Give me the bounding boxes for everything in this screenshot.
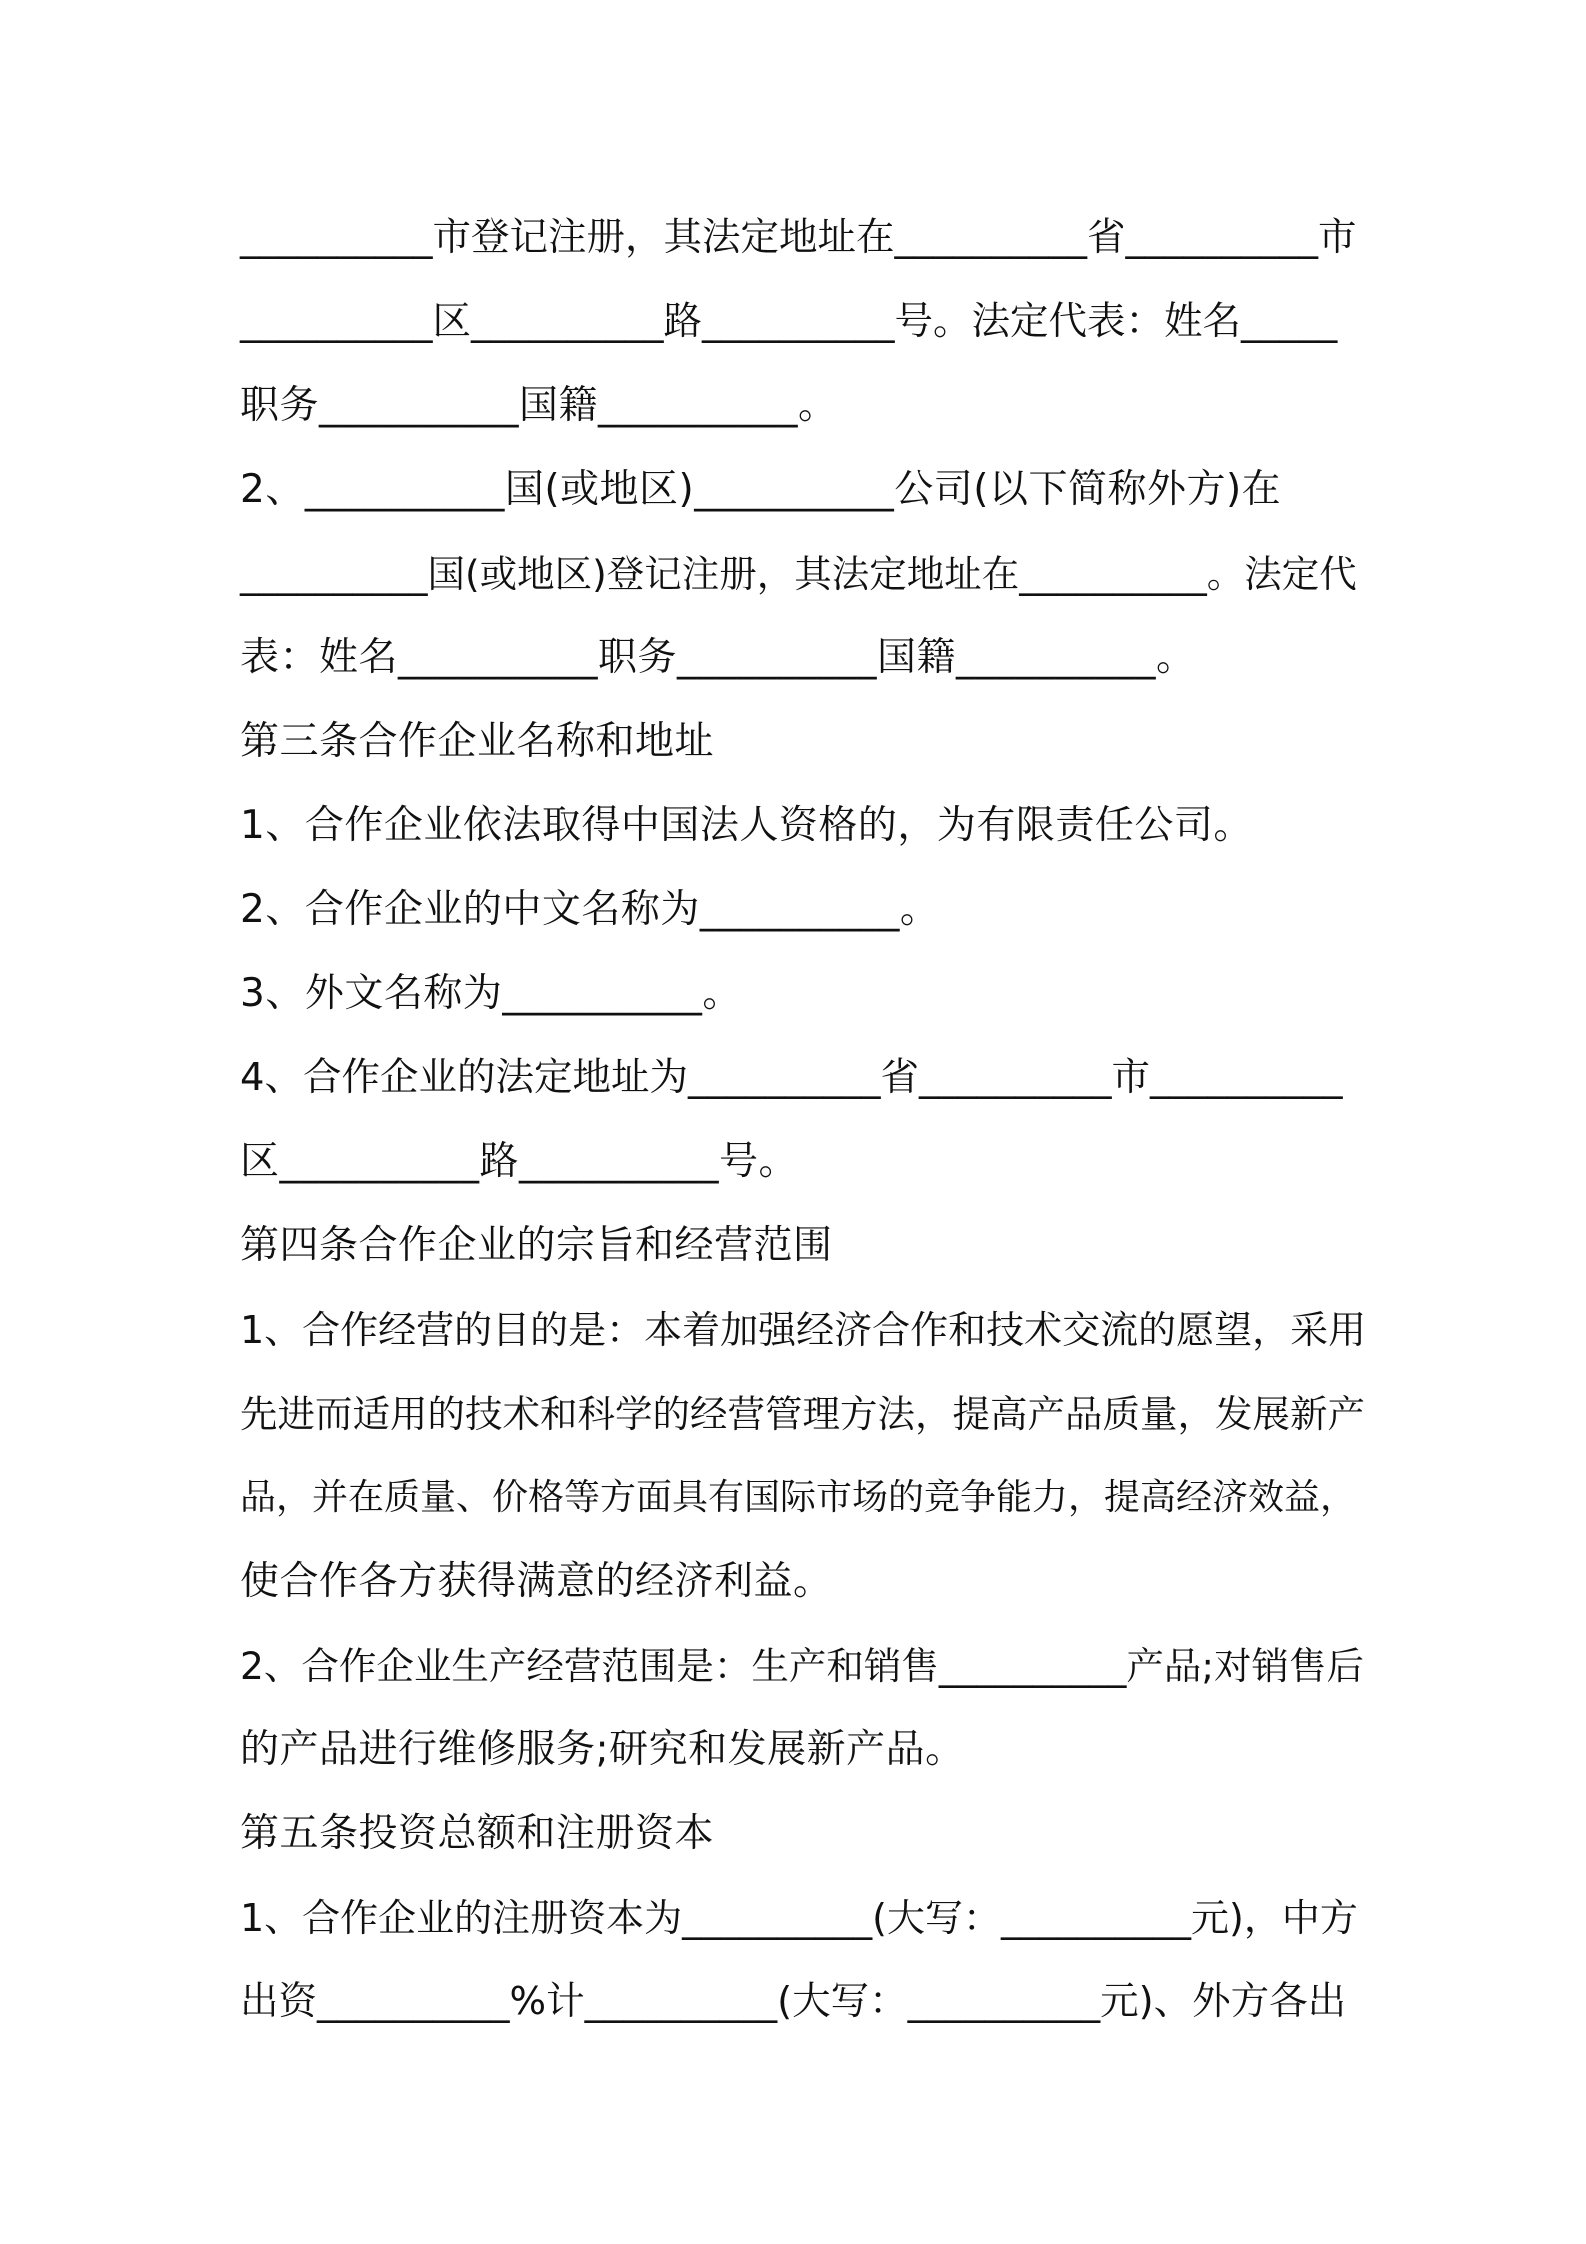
text-line: 先进而适用的技术和科学的经营管理方法，提高产品质量，发展新产 [240, 1392, 1365, 1436]
section-heading: 第三条合作企业名称和地址 [240, 719, 715, 764]
section-heading: 第五条投资总额和注册资本 [240, 1811, 715, 1856]
text-line: 2、合作企业生产经营范围是：生产和销售__________产品;对销售后 [240, 1644, 1364, 1688]
text-line: 4、合作企业的法定地址为__________省__________市__________ [240, 1055, 1343, 1100]
text-line: 表：姓名__________职务__________国籍__________。 [240, 635, 1196, 680]
text-line: __________区__________路__________号。法定代表：姓名_____ [240, 299, 1338, 344]
text-line: 出资__________%计__________(大写：__________元)、外方各出 [240, 1979, 1347, 2024]
text-line: 使合作各方获得满意的经济利益。 [240, 1559, 833, 1604]
text-line: 的产品进行维修服务;研究和发展新产品。 [240, 1727, 965, 1772]
text-line: 1、合作企业依法取得中国法人资格的，为有限责任公司。 [240, 803, 1253, 848]
section-heading: 第四条合作企业的宗旨和经营范围 [240, 1223, 833, 1268]
text-line: 职务__________国籍__________。 [240, 383, 838, 428]
text-line: 区__________路__________号。 [240, 1139, 799, 1184]
document-body [240, 196, 1370, 2044]
text-line: 1、合作经营的目的是：本着加强经济合作和技术交流的愿望，采用 [240, 1308, 1367, 1352]
text-line: __________国(或地区)登记注册，其法定地址在__________。法定代 [240, 552, 1357, 596]
text-line: 2、合作企业的中文名称为__________。 [240, 887, 940, 932]
text-line: 品，并在质量、价格等方面具有国际市场的竞争能力，提高经济效益， [240, 1477, 1357, 1518]
text-line: 3、外文名称为__________。 [240, 971, 742, 1016]
text-line: 1、合作企业的注册资本为__________(大写：__________元)，中方 [240, 1896, 1358, 1940]
text-line: __________市登记注册，其法定地址在__________省__________市 [240, 215, 1357, 260]
text-line: 2、__________国(或地区)__________公司(以下简称外方)在 [240, 467, 1282, 512]
